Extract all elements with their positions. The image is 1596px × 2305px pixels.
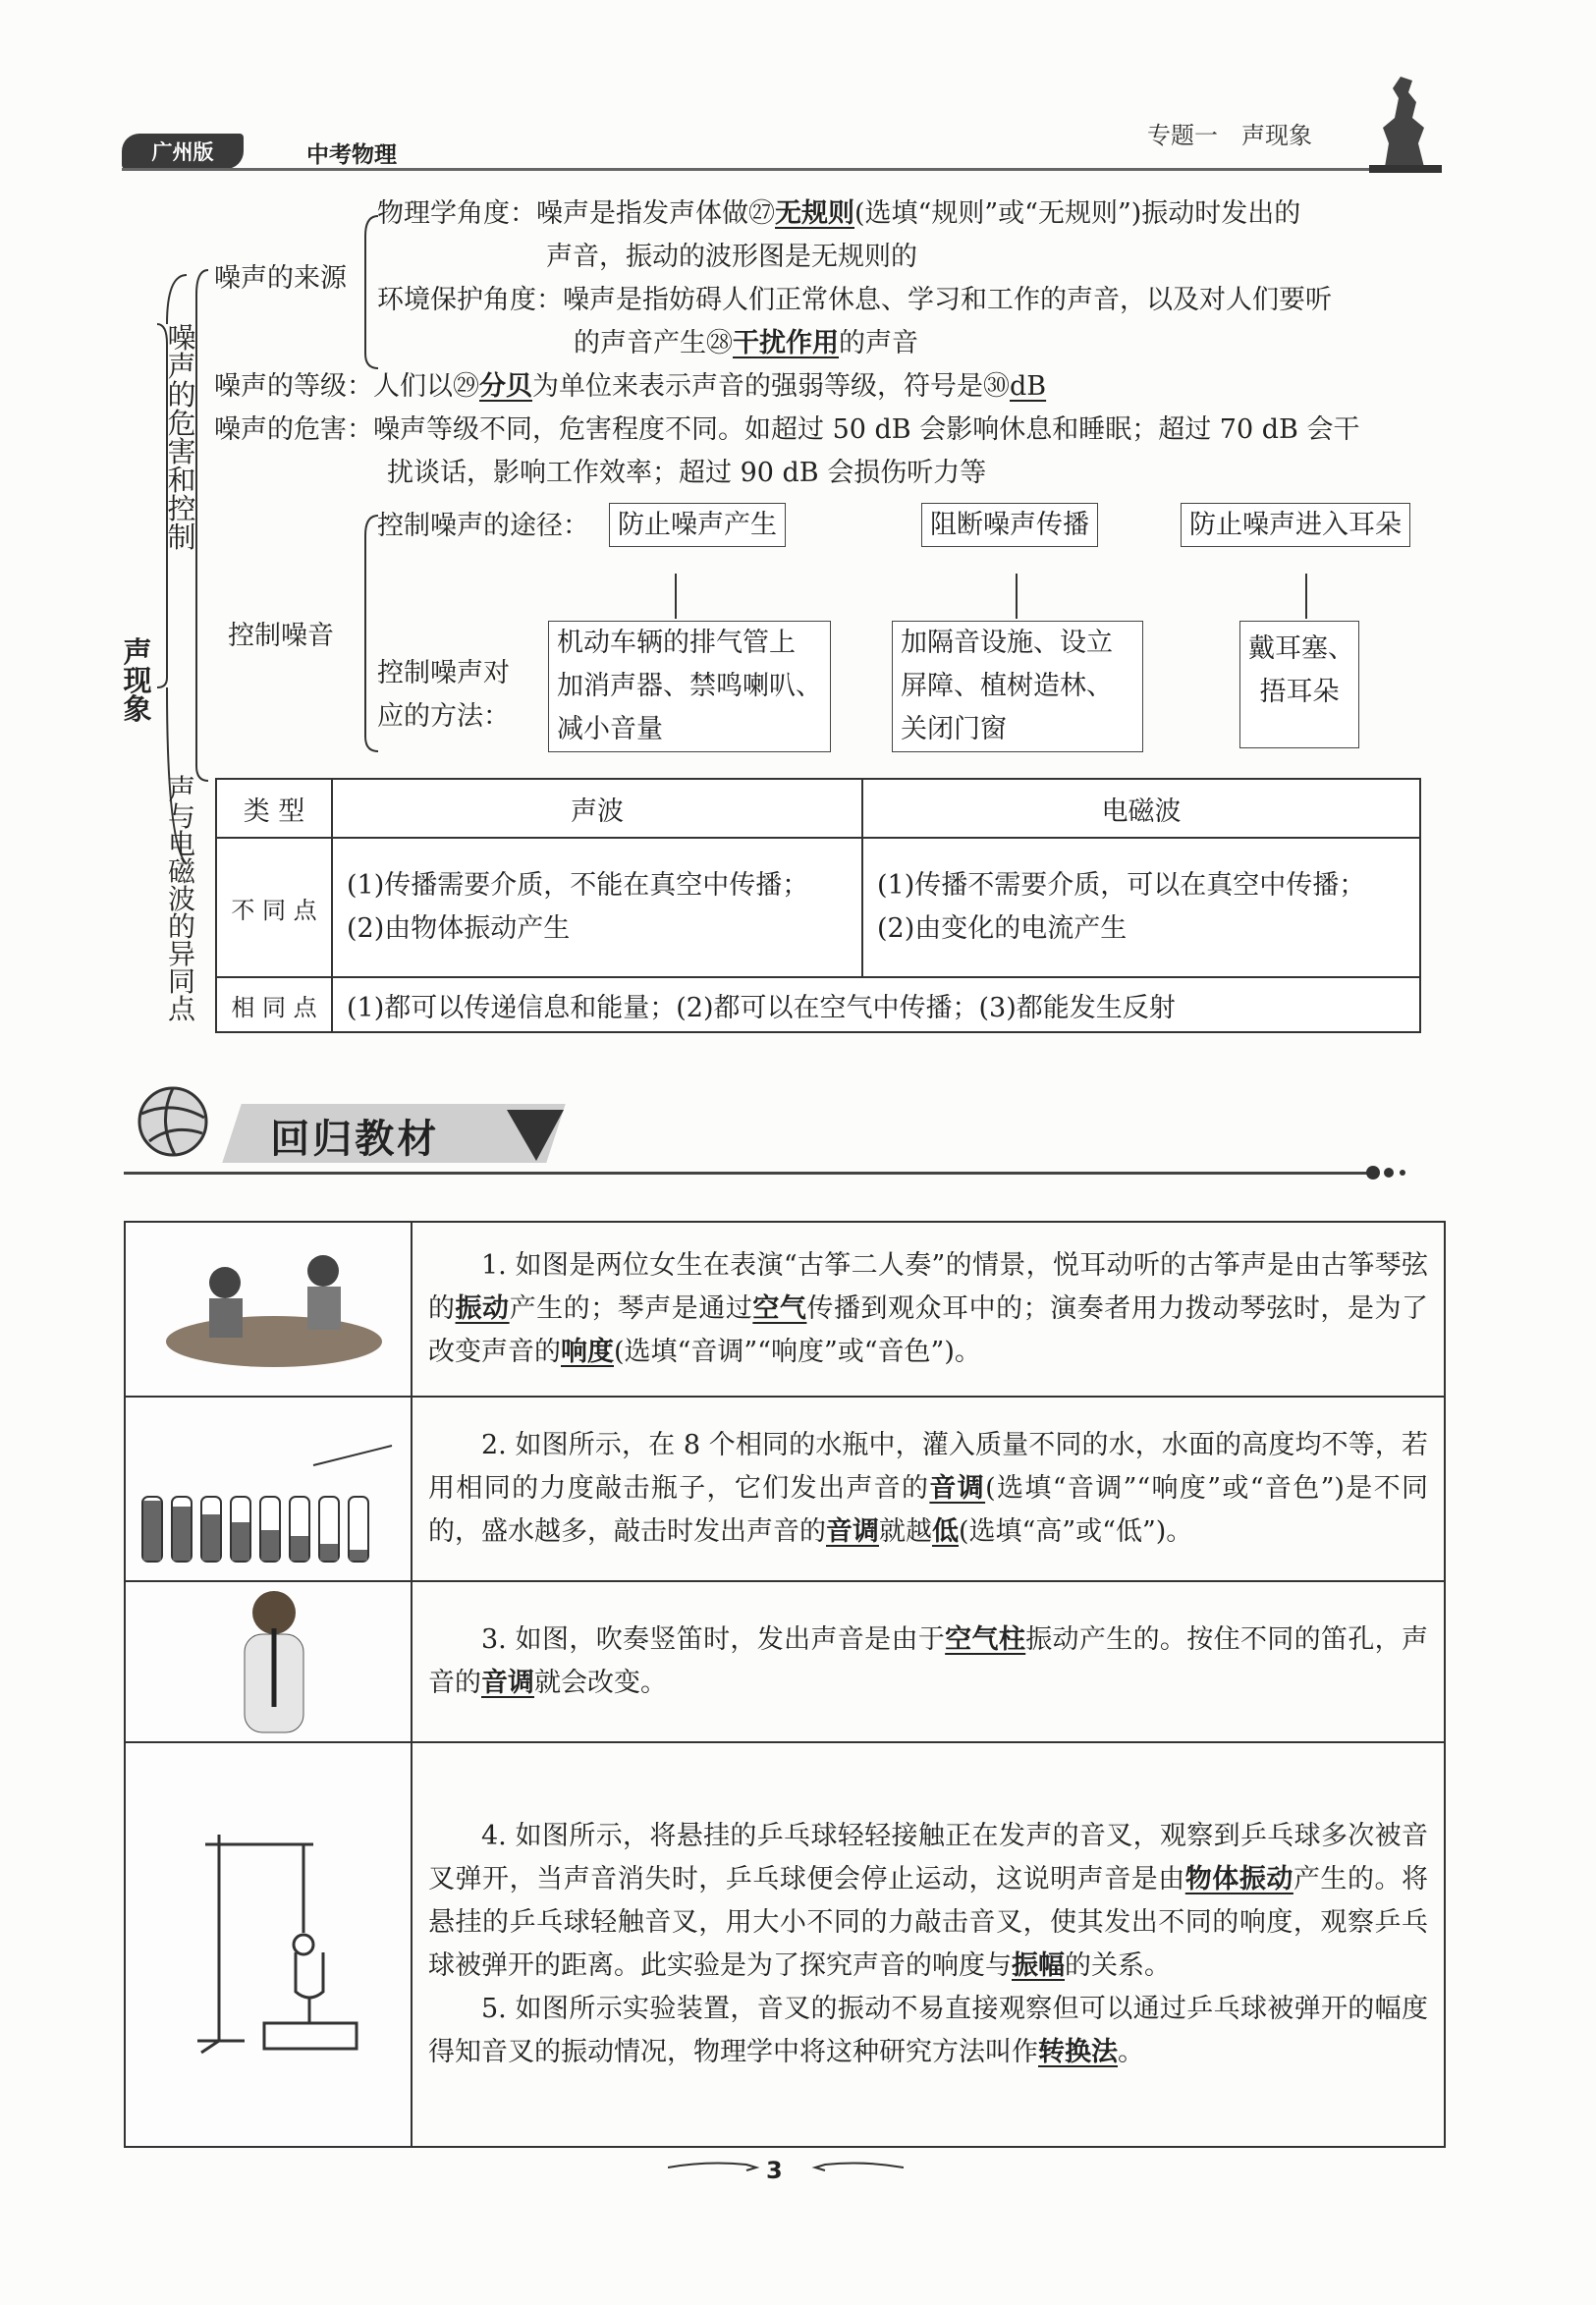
source-physics-line2: 声音，振动的波形图是无规则的 [546, 242, 917, 272]
dots-icon [1365, 1163, 1414, 1182]
question-2: 2. 如图所示，在 8 个相同的水瓶中，灌入质量不同的水，水面的高度均不等，若用相同的力度敲击瓶子，它们发出声音的音调(选填“音调”“响度”或“音色”)是不同的，盛水越多，敲击时发出声音的音调就越低(选填“高”或“低”)。 [412, 1397, 1445, 1581]
compare-same-label: 相 同 点 [216, 977, 332, 1032]
section-title: 回归教材 [270, 1117, 440, 1162]
question-4: 4. 如图所示，将悬挂的乒乓球轻轻接触正在发声的音叉，观察到乒乓球多次被音叉弹开，当声音消失时，乒乓球便会停止运动，这说明声音是由物体振动产生的。将悬挂的乒乓球轻触音叉，用大小不同的力敲击音叉，使其发出不同的响度，观察乒乓球被弹开的距离。此实验是为了探究声音的响度与振幅的关系。 [428, 1821, 1429, 1981]
source-physics-line1: 物理学角度：噪声是指发声体做㉗无规则(选填“规则”或“无规则”)振动时发出的 [377, 198, 1301, 229]
girl-flute-image [127, 1583, 410, 1736]
control-methods-label-2: 应的方法： [377, 701, 510, 732]
root-label: 声现象 [123, 635, 152, 726]
compare-em-diff: (1)传播不需要介质，可以在真空中传播； (2)由变化的电流产生 [862, 838, 1420, 977]
question-1: 1. 如图是两位女生在表演“古筝二人奏”的情景，悦耳动听的古筝声是由古筝琴弦的振动产生的；琴声是通过空气传播到观众耳中的；演奏者用力拨动琴弦时，是为了改变声音的响度(选填“音调”“响度”或“音色”)。 [412, 1222, 1445, 1397]
control-label: 控制噪音 [228, 621, 334, 651]
water-bottles-image [127, 1399, 410, 1575]
tuning-fork-experiment-image [127, 1795, 410, 2090]
compare-branch-label: 声与电磁波的异同点 [167, 773, 195, 1025]
control-ways-label: 控制噪声的途径： [377, 511, 589, 541]
compare-header-sound: 声波 [332, 779, 862, 838]
compare-diff-label: 不 同 点 [216, 838, 332, 977]
compare-same: (1)都可以传递信息和能量；(2)都可以在空气中传播；(3)都能发生反射 [332, 977, 1420, 1032]
noise-harm-line1: 噪声的危害：噪声等级不同，危害程度不同。如超过 50 dB 会影响休息和睡眠；超过 70 dB 会干 [214, 414, 1360, 445]
textbook-review-table [124, 1221, 1446, 2148]
flute-image-cell [125, 1581, 412, 1742]
compare-header-type: 类 型 [216, 779, 332, 838]
way-box-3: 防止噪声进入耳朵 [1181, 503, 1410, 547]
source-env-line2: 的声音产生㉘干扰作用的声音 [574, 328, 918, 358]
noise-level: 噪声的等级：人们以㉙分贝为单位来表示声音的强弱等级，符号是㉚dB [214, 371, 1047, 402]
method-box-2: 加隔音设施、设立 屏障、植树造林、 关闭门窗 [892, 621, 1143, 752]
noise-branch-label: 噪声的危害和控制 [167, 321, 196, 554]
control-methods-label-1: 控制噪声对 [377, 658, 510, 688]
topic-title: 专题一 声现象 [1147, 122, 1312, 149]
tuning-fork-image-cell [125, 1742, 412, 2147]
way-box-2: 阻断噪声传播 [921, 503, 1098, 547]
question-5: 5. 如图所示实验装置，音叉的振动不易直接观察但可以通过乒乓球被弹开的幅度得知音叉的振动情况，物理学中将这种研究方法叫作转换法。 [428, 1994, 1428, 2067]
method-box-3: 戴耳塞、 捂耳朵 [1239, 621, 1359, 748]
page-number: 3 [766, 2157, 783, 2184]
noise-harm-line2: 扰谈话，影响工作效率；超过 90 dB 会损伤听力等 [387, 458, 987, 488]
compare-header-em: 电磁波 [862, 779, 1420, 838]
subject-title: 中考物理 [306, 142, 397, 168]
question-3: 3. 如图，吹奏竖笛时，发出声音是由于空气柱振动产生的。按住不同的笛孔，声音的音调就会改变。 [412, 1581, 1445, 1742]
method-box-1: 机动车辆的排气管上 加消声器、禁鸣喇叭、 减小音量 [548, 621, 831, 752]
compare-sound-diff: (1)传播需要介质，不能在真空中传播； (2)由物体振动产生 [332, 838, 862, 977]
bottles-image-cell [125, 1397, 412, 1581]
source-env-line1: 环境保护角度：噪声是指妨碍人们正常休息、学习和工作的声音，以及对人们要听 [377, 285, 1332, 315]
sound-em-compare-table [215, 778, 1421, 1033]
triangle-icon [501, 1104, 570, 1167]
source-label: 噪声的来源 [214, 263, 347, 294]
section-rule [124, 1172, 1371, 1175]
ball-icon [128, 1080, 226, 1169]
guzheng-image-cell [125, 1222, 412, 1397]
guzheng-performance-image [127, 1224, 410, 1391]
questions-4-5 [412, 1742, 1445, 2147]
edition-badge: 广州版 [122, 134, 244, 169]
page-number-ornament [668, 2153, 904, 2182]
way-box-1: 防止噪声产生 [609, 503, 786, 547]
